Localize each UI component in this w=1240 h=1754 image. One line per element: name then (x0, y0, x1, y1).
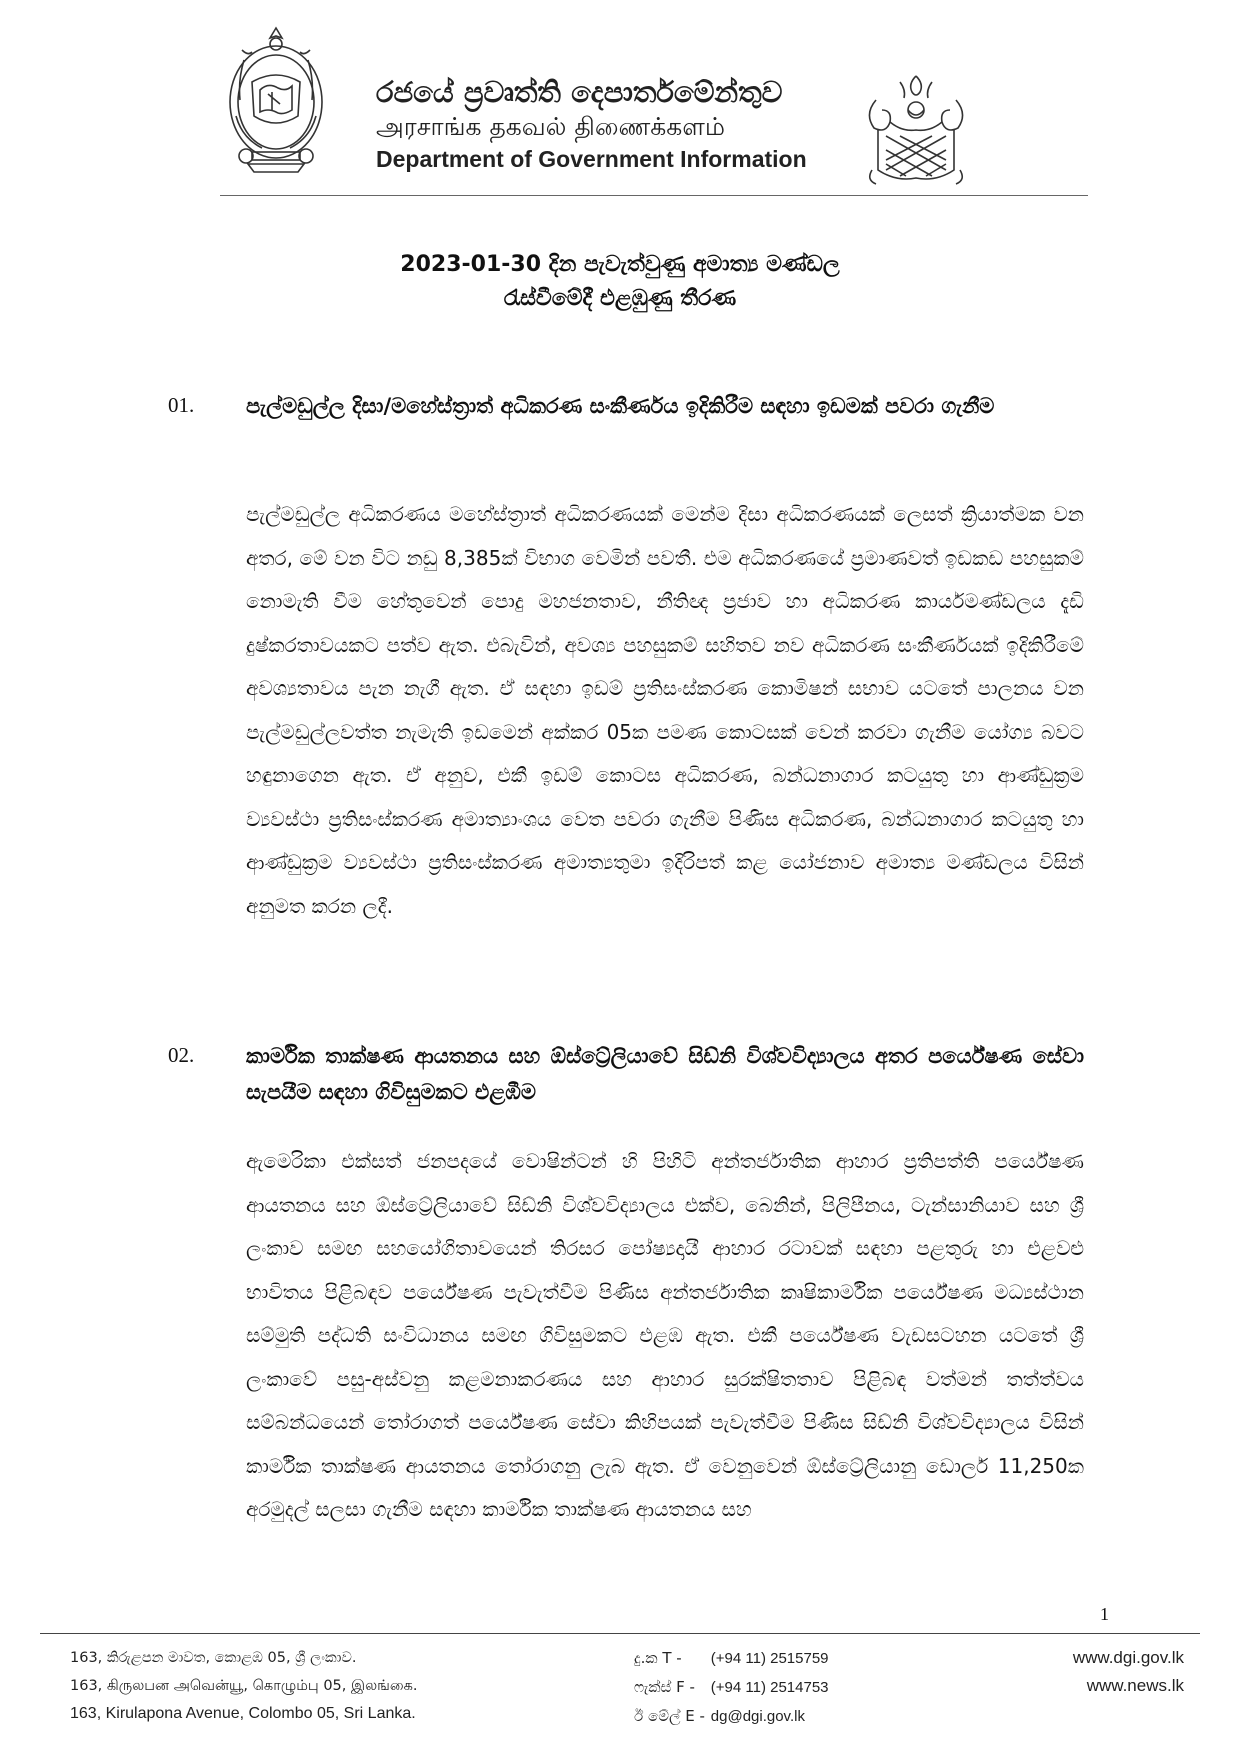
address-sinhala: 163, කිරුළපන මාවත, කොළඹ 05, ශ්‍රී ලංකාව. (70, 1650, 357, 1666)
email-label: ඊ මේල් E - (634, 1707, 705, 1725)
item-body: පැල්මඩුල්ල අධිකරණය මහේස්ත්‍රාත් අධිකරණයක් මෙන්ම දිසා අධිකරණයක් ලෙසත් ක්‍රියාත්මක වන අතර, මේ වන විට නඩු 8,385ක් විභාග වෙමින් පවතී. එම අධිකරණයේ ප්‍රමාණවත් ඉඩකඩ පහසුකම් නොමැති වීම හේතුවෙන් පොදු මහජනතාව, නීතිඥ ප්‍රජාව හා අධිකරණ කාර්යමණ්ඩලය දැඩි දුෂ්කරතාවයකට පත්ව ඇත. එබැවින්, අවශ්‍ය පහසුකම් සහිතව නව අධිකරණ සංකීර්ණයක් ඉදිකිරීමේ අවශ්‍යතාවය පැන නැගී ඇත. ඒ සඳහා ඉඩම් ප්‍රතිසංස්කරණ කොමිෂන් සභාව යටතේ පාලනය වන පැල්මඩුල්ලවත්ත නැමැති ඉඩමෙන් අක්කර 05ක පමණ කොටසක් වෙන් කරවා ගැනීම යෝග්‍ය බවට හඳුනාගෙන ඇත. ඒ අනුව, එකී ඉඩම් කොටස අධිකරණ, බන්ධනාගාර කටයුතු හා ආණ්ඩුක්‍රම ව්‍යවස්ථා ප්‍රතිසංස්කරණ අමාත්‍යාංශය වෙත පවරා ගැනීම පිණිස අධිකරණ, බන්ධනාගාර කටයුතු හා ආණ්ඩුක්‍රම ව්‍යවස්ථා ප්‍රතිසංස්කරණ අමාත්‍යතුමා ඉදිරිපත් කළ යෝජනාව අමාත්‍ය මණ්ඩලය විසින් අනුමත කරන ලදී. (246, 502, 1084, 918)
footer-divider (40, 1633, 1200, 1634)
fax-label: ෆැක්ස් F - (634, 1678, 695, 1696)
email-row (634, 1702, 934, 1731)
phone-row (634, 1644, 934, 1673)
item-number: 02. (168, 1043, 195, 1067)
website-link-dgi[interactable]: www.dgi.gov.lk (1072, 1648, 1184, 1667)
item-body: ඇමෙරිකා එක්සත් ජනපදයේ වොෂින්ටන් හි පිහිටි අන්තර්ජාතික ආහාර ප්‍රතිපත්ති පර්යේෂණ ආයතනය සහ ඕස්ට්‍රේලියාවේ සිඩ්නි විශ්වවිද්‍යාලය එක්ව, බෙනින්, පිලිපීනය, ටැන්සානියාව සහ ශ්‍රී ලංකාව සමඟ සහයෝගිතාවයෙන් තිරසර පෝෂ්‍යදායී ආහාර රටාවක් සඳහා පළතුරු හා එළවළු භාවිතය පිළිබඳව පර්යේෂණ පැවැත්වීම පිණිස අන්තර්ජාතික කෘෂිකාර්මික පර්යේෂණ මධ්‍යස්ථාන සම්මුති පද්ධති සංවිධානය සමඟ ගිවිසුමකට එළඹ ඇත. එකී පර්යේෂණ වැඩසටහන යටතේ ශ්‍රී ලංකාවේ පසු-අස්වනු කළමනාකරණය සහ ආහාර සුරක්ෂිතතාව පිළිබඳ වත්මන් තත්ත්වය සම්බන්ධයෙන් තෝරාගත් පර්යේෂණ සේවා කිහිපයක් පැවැත්වීම පිණිස සිඩ්නි විශ්වවිද්‍යාලය විසින් කාර්මික තාක්ෂණ ආයතනය තෝරාගනු ලැබ ඇත. ඒ වෙනුවෙන් ඕස්ට්‍රේලියානු ඩොලර් 11,250ක අරමුදල් සලසා ගැනීම සඳහා කාර්මික තාක්ෂණ ආයතනය සහ (246, 1149, 1084, 1521)
header-divider (220, 195, 1088, 196)
item-heading: කාර්මික තාක්ෂණ ආයතනය සහ ඕස්ට්‍රේලියාවේ සිඩ්නි විශ්වවිද්‍යාලය අතර පර්යේෂණ සේවා සැපයීම සඳහා ගිවිසුමකට එළඹීම (246, 1044, 1084, 1104)
phone-number[interactable]: (+94 11) 2515759 (710, 1650, 829, 1667)
traditional-ornament-icon (856, 70, 976, 188)
item-heading: පැල්මඩුල්ල දිසා/මහේස්ත්‍රාත් අධිකරණ සංකීර්ණය ඉදිකිරීම සඳහා ඉඩමක් පවරා ගැනීම (246, 394, 995, 418)
department-name-english: Department of Government Information (376, 146, 807, 172)
department-name-sinhala: රජයේ ප්‍රවෘත්ති දෙපාර්තමේන්තුව (376, 75, 783, 109)
fax-number: (+94 11) 2514753 (710, 1679, 829, 1696)
website-link-news[interactable]: www.news.lk (1086, 1676, 1184, 1695)
department-name-block (376, 74, 836, 174)
phone-label: දු.ක T - (634, 1649, 682, 1667)
sri-lanka-national-emblem-icon (222, 20, 330, 180)
department-name-tamil: அரசாங்க தகவல் திணைக்களம் (376, 112, 725, 141)
footer-contacts (634, 1644, 934, 1731)
title-line-2: රැස්වීමේදී එළඹුණු තීරණ (503, 286, 737, 311)
email-address[interactable]: dg@dgi.gov.lk (710, 1708, 805, 1725)
title-line-1: 2023-01-30 දින පැවැත්වුණු අමාත්‍ය මණ්ඩල (400, 252, 840, 277)
item-number: 01. (168, 393, 195, 417)
fax-row (634, 1673, 934, 1702)
page-number: 1 (1100, 1604, 1109, 1624)
footer-address (70, 1644, 500, 1728)
document-title (230, 248, 1010, 316)
letterhead (0, 0, 1240, 200)
address-english: 163, Kirulapona Avenue, Colombo 05, Sri Lanka. (70, 1705, 416, 1722)
footer-websites (1014, 1644, 1184, 1700)
address-tamil: 163, கிருலபன அவென்யூ, கொழும்பு 05, இலங்கை. (70, 1678, 418, 1694)
